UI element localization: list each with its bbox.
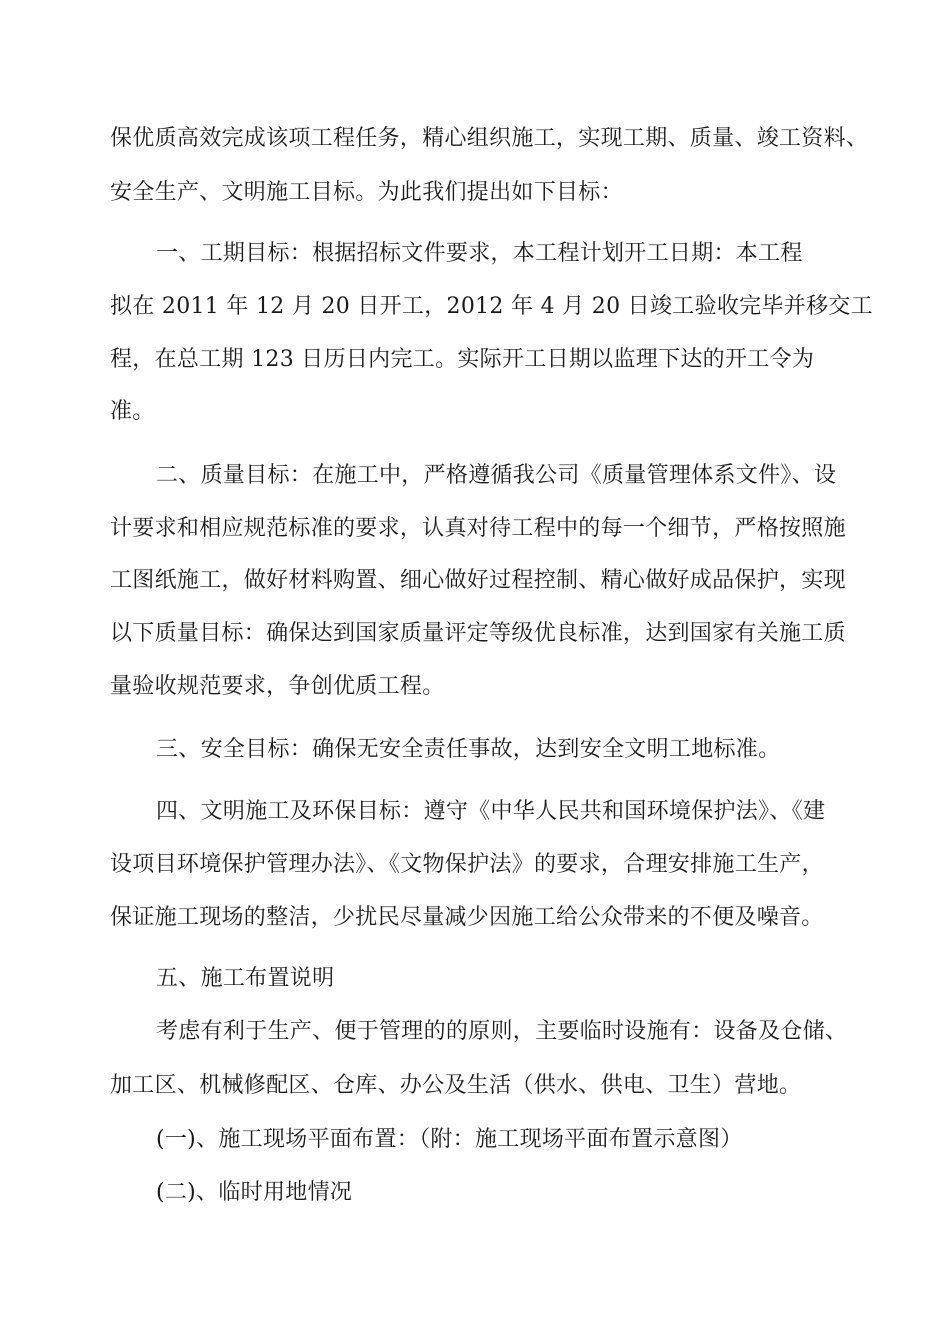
section-heading-environment: 四、文明施工及环保目标：遵守《中华人民共和国环境保护法》、《建 (156, 799, 826, 824)
text-line: 安全生产、文明施工目标。为此我们提出如下目标： (110, 180, 623, 205)
text-line: 保优质高效完成该项工程任务，精心组织施工，实现工期、质量、竣工资料、 (110, 126, 869, 151)
text-line: 量验收规范要求，争创优质工程。 (110, 674, 445, 699)
subsection-heading-site-layout: (一)、施工现场平面布置：（附：施工现场平面布置示意图） (156, 1127, 743, 1152)
section-heading-layout: 五、施工布置说明 (156, 966, 335, 991)
text-line: 准。 (110, 399, 155, 424)
text-line: 保证施工现场的整洁，少扰民尽量减少因施工给公众带来的不便及噪音。 (110, 905, 824, 930)
text-line: 考虑有利于生产、便于管理的的原则，主要临时设施有：设备及仓储、 (156, 1019, 848, 1044)
section-heading-safety: 三、安全目标：确保无安全责任事故，达到安全文明工地标准。 (156, 737, 781, 762)
text-line: 拟在 2011 年 12 月 20 日开工，2012 年 4 月 20 日竣工验收完毕并移交工 (110, 294, 873, 319)
text-line: 工图纸施工，做好材料购置、细心做好过程控制、精心做好成品保护，实现 (110, 568, 846, 593)
subsection-heading-temporary-land: (二)、临时用地情况 (156, 1180, 353, 1205)
section-heading-schedule: 一、工期目标：根据招标文件要求，本工程计划开工日期：本工程 (156, 241, 803, 266)
text-line: 加工区、机械修配区、仓库、办公及生活（供水、供电、卫生）营地。 (110, 1073, 802, 1098)
text-line: 程，在总工期 123 日历日内完工。实际开工日期以监理下达的开工令为 (110, 347, 815, 372)
text-line: 设项目环境保护管理办法》、《文物保护法》的要求，合理安排施工生产， (110, 852, 824, 877)
section-heading-quality: 二、质量目标：在施工中，严格遵循我公司《质量管理体系文件》、设 (156, 463, 837, 488)
text-line: 以下质量目标：确保达到国家质量评定等级优良标准，达到国家有关施工质 (110, 621, 846, 646)
text-line: 计要求和相应规范标准的要求，认真对待工程中的每一个细节，严格按照施 (110, 516, 846, 541)
